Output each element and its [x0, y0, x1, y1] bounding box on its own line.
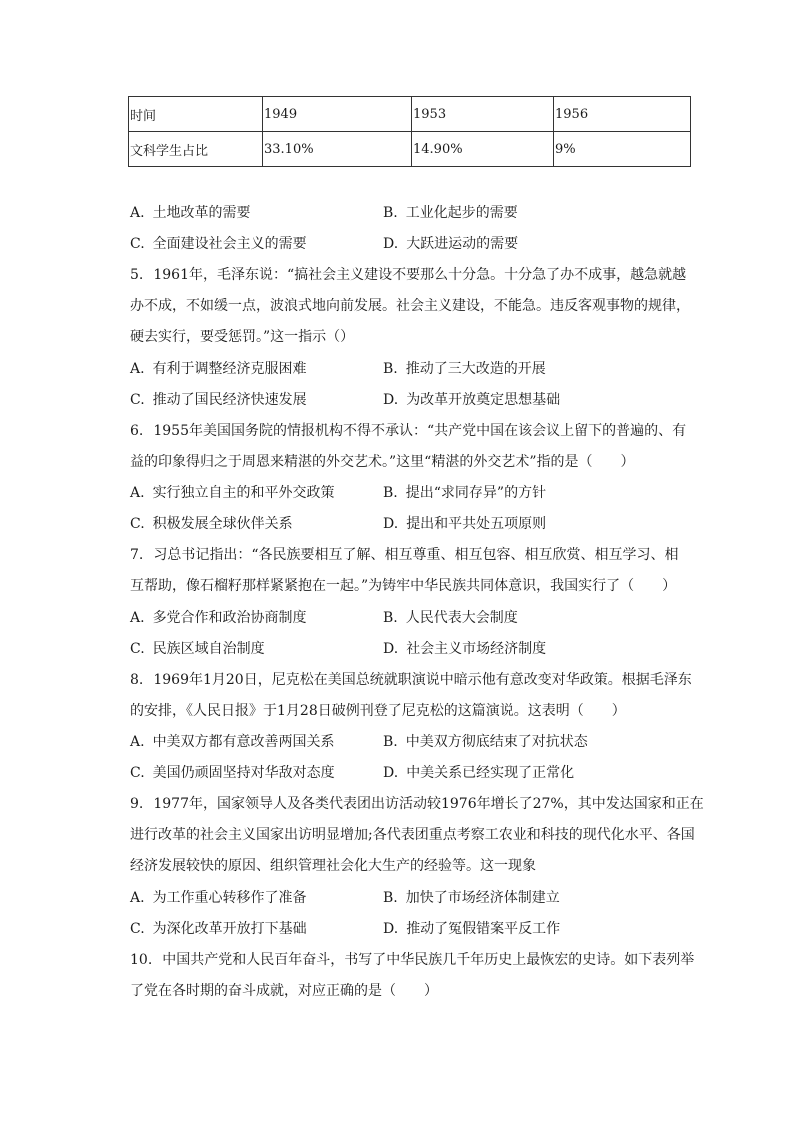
- question-10: 10. 中国共产党和人民百年奋斗，书写了中华民族几千年历史上最恢宏的史诗。如下表列举 了党在各时期的奋斗成就，对应正确的是（ ）: [130, 952, 695, 999]
- table-cell: 33.10%: [263, 132, 412, 167]
- option-c[interactable]: C. 为深化改革开放打下基础: [130, 921, 307, 937]
- option-d[interactable]: D. 推动了冤假错案平反工作: [383, 921, 561, 937]
- option-b[interactable]: B. 加快了市场经济体制建立: [383, 890, 560, 906]
- table-cell: 1956: [554, 97, 691, 132]
- option-c[interactable]: C. 推动了国民经济快速发展: [130, 392, 307, 408]
- option-a[interactable]: A. 实行独立自主的和平外交政策: [130, 485, 335, 501]
- table-row: [129, 97, 691, 132]
- table-cell: 14.90%: [412, 132, 554, 167]
- question-6: 6. 1955年美国国务院的情报机构不得不承认：“共产党中国在该会议上留下的普遍的、有 益的印象得归之于周恩来精湛的外交艺术。”这里“精湛的外交艺术”指的是（ ）: [130, 423, 687, 470]
- table-cell: 时间: [129, 97, 263, 132]
- table-cell: 文科学生占比: [129, 132, 263, 167]
- table-cell: 1949: [263, 97, 412, 132]
- option-a[interactable]: A. 土地改革的需要: [130, 205, 251, 221]
- option-d[interactable]: D. 提出和平共处五项原则: [383, 516, 547, 532]
- option-a[interactable]: A. 多党合作和政治协商制度: [130, 610, 307, 626]
- option-c[interactable]: C. 积极发展全球伙伴关系: [130, 516, 293, 532]
- data-table: [128, 96, 691, 167]
- option-a[interactable]: A. 中美双方都有意改善两国关系: [130, 734, 335, 750]
- table-row: [129, 132, 691, 167]
- option-a[interactable]: A. 有利于调整经济克服困难: [130, 361, 307, 377]
- option-a[interactable]: A. 为工作重心转移作了准备: [130, 890, 307, 906]
- option-d[interactable]: D. 社会主义市场经济制度: [383, 641, 547, 657]
- table-cell: 9%: [554, 132, 691, 167]
- option-b[interactable]: B. 人民代表大会制度: [383, 610, 518, 626]
- option-b[interactable]: B. 工业化起步的需要: [383, 205, 518, 221]
- option-c[interactable]: C. 民族区域自治制度: [130, 641, 265, 657]
- option-d[interactable]: D. 大跃进运动的需要: [383, 236, 519, 252]
- option-c[interactable]: C. 美国仍顽固坚持对华敌对态度: [130, 765, 335, 781]
- option-d[interactable]: D. 中美关系已经实现了正常化: [383, 765, 575, 781]
- question-7: 7. 习总书记指出：“各民族要相互了解、相互尊重、相互包容、相互欣赏、相互学习、相 互帮助，像石榴籽那样紧紧抱在一起。”为铸牢中华民族共同体意识，我国实行了（ ）: [130, 547, 679, 594]
- option-c[interactable]: C. 全面建设社会主义的需要: [130, 236, 307, 252]
- option-b[interactable]: B. 推动了三大改造的开展: [383, 361, 546, 377]
- table-cell: 1953: [412, 97, 554, 132]
- question-5: 5. 1961年，毛泽东说：“搞社会主义建设不要那么十分急。十分急了办不成事，越急就越 办不成，不如缓一点，波浪式地向前发展。社会主义建设，不能急。违反客观事物的规律， 硬去实行，要受惩罚。”这一指示（）: [130, 267, 690, 345]
- question-9: 9. 1977年，国家领导人及各类代表团出访活动较1976年增长了27%，其中发达国家和正在 进行改革的社会主义国家出访明显增加;各代表团重点考察工农业和科技的现代化水平、各国 经济发展较快的原因、组织管理社会化大生产的经验等。这一现象: [130, 796, 704, 874]
- option-b[interactable]: B. 中美双方彻底结束了对抗状态: [383, 734, 588, 750]
- option-b[interactable]: B. 提出“求同存异”的方针: [383, 485, 547, 501]
- option-d[interactable]: D. 为改革开放奠定思想基础: [383, 392, 561, 408]
- question-8: 8. 1969年1月20日，尼克松在美国总统就职演说中暗示他有意改变对华政策。根据毛泽东 的安排，《人民日报》于1月28日破例刊登了尼克松的这篇演说。这表明（ ）: [130, 672, 692, 719]
